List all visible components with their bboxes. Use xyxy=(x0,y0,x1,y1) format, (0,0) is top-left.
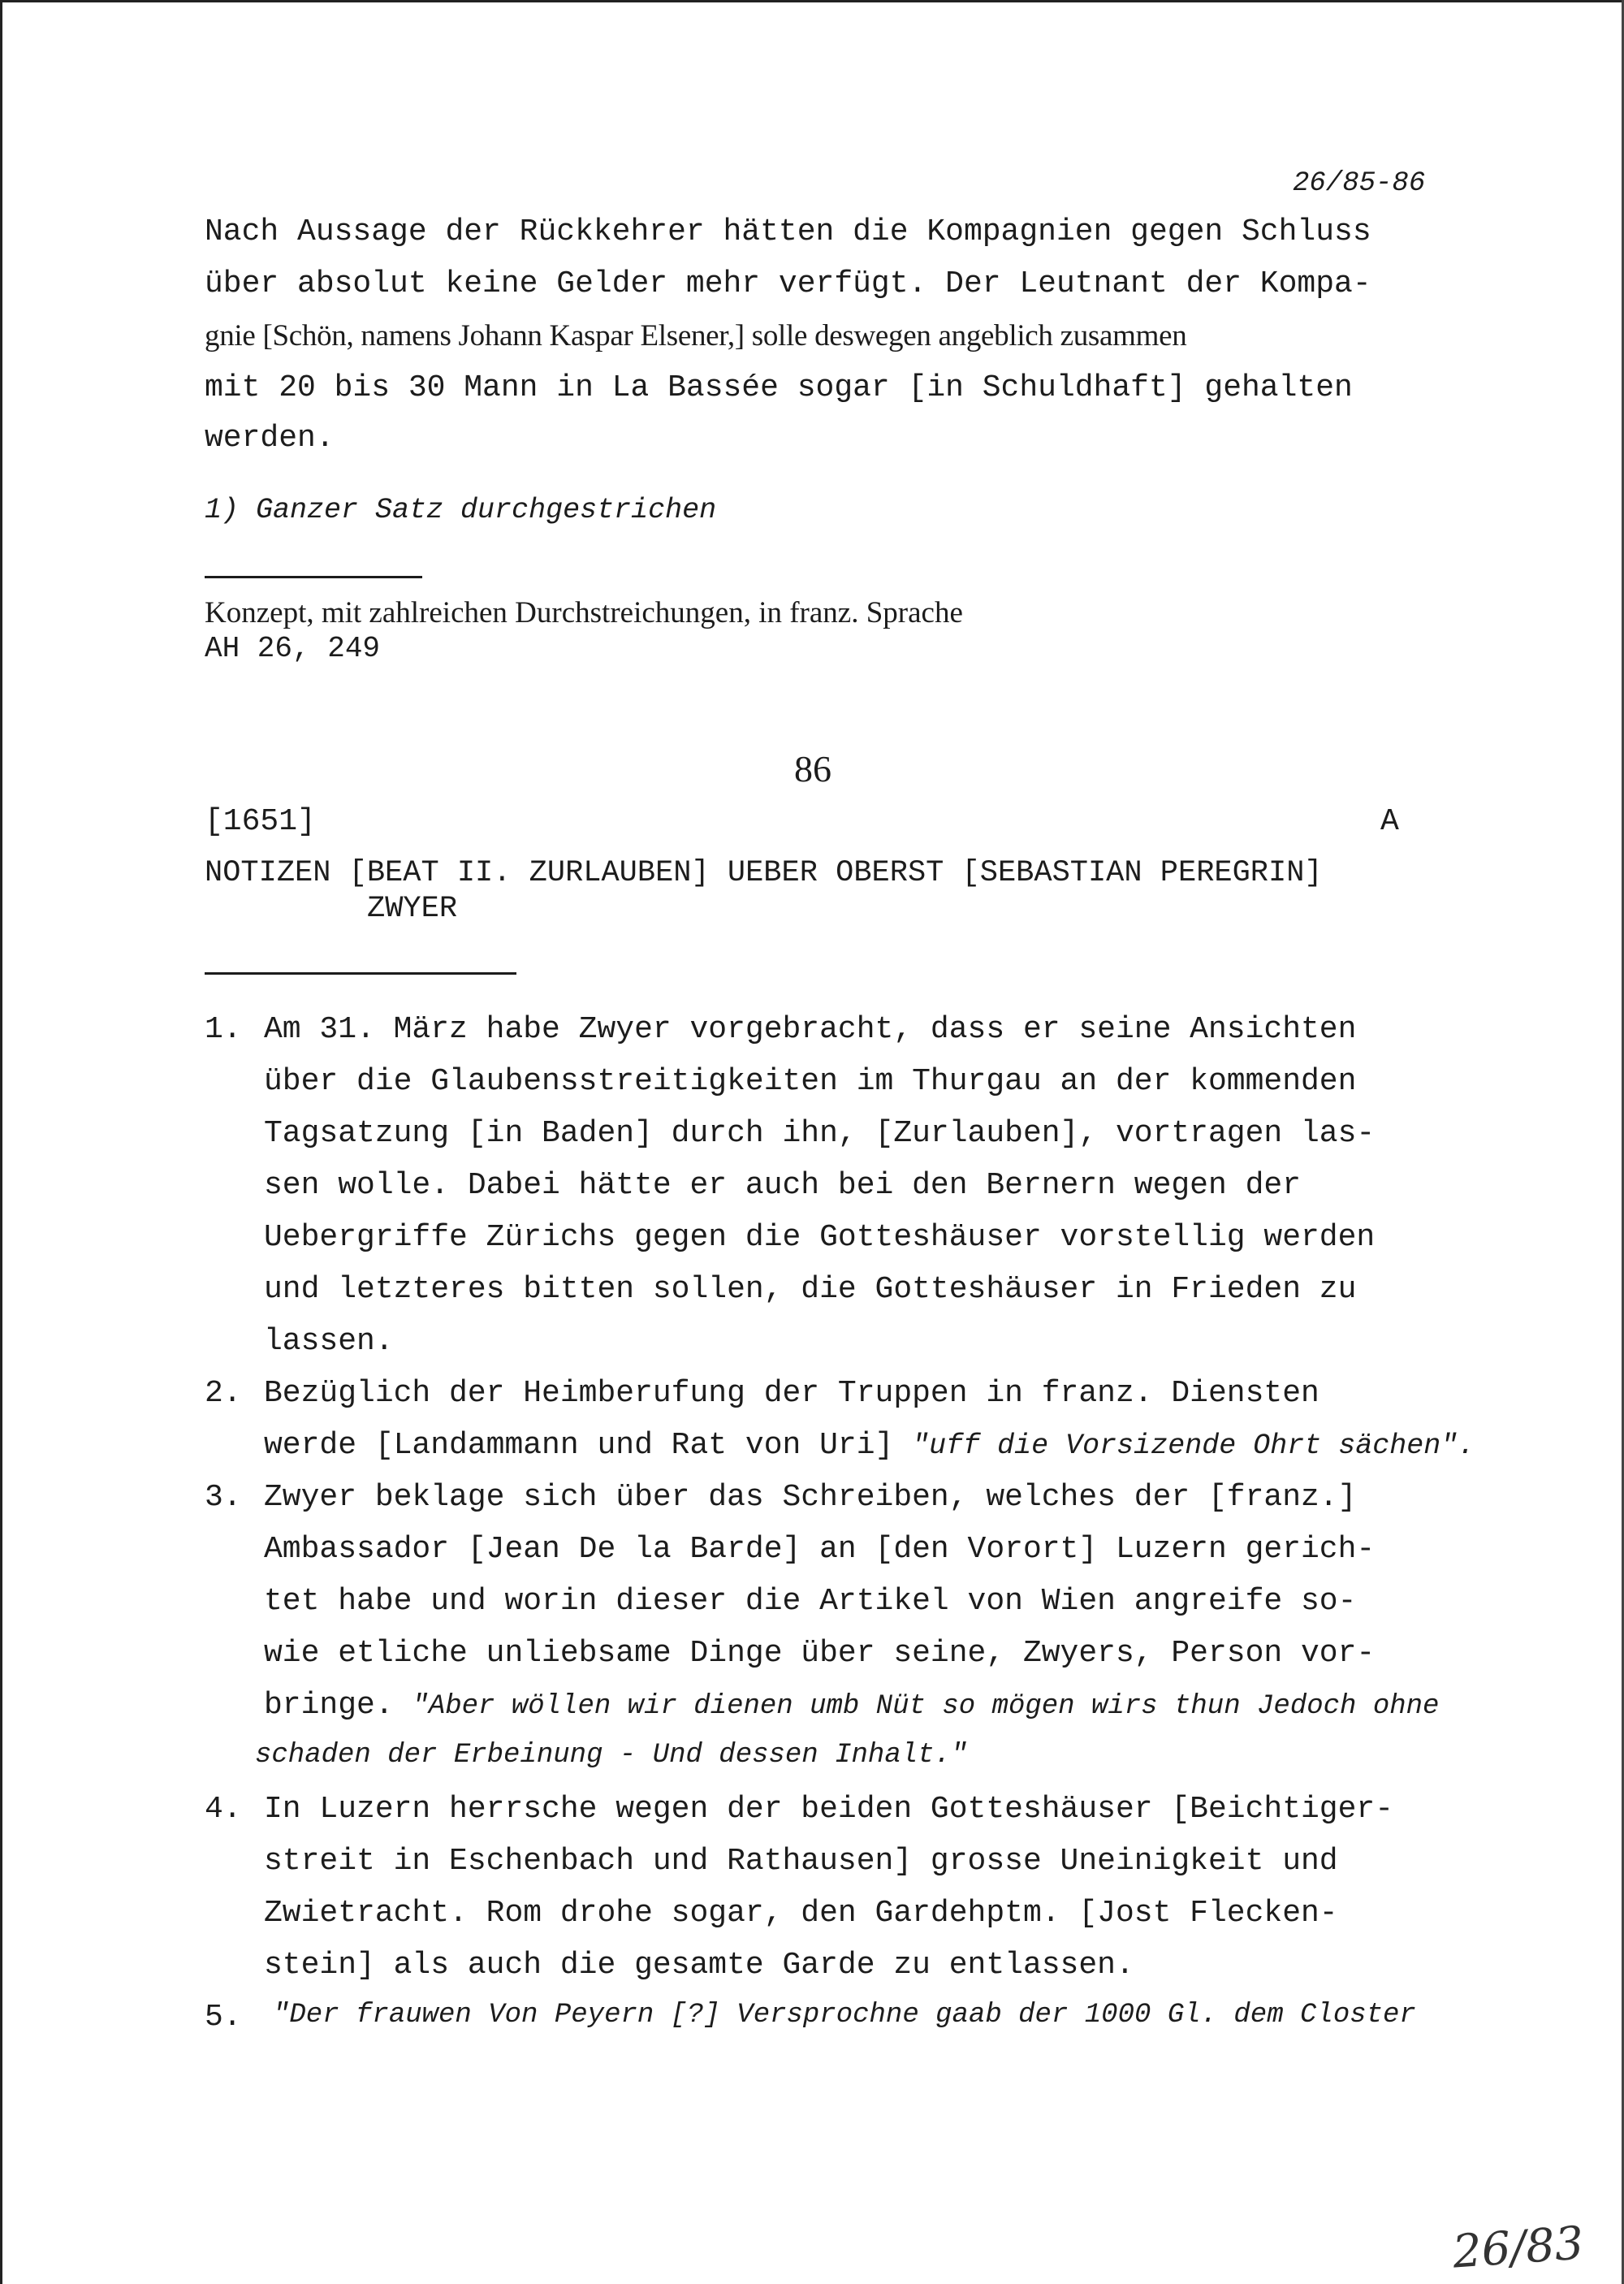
item-quote: schaden der Erbeinung - Und dessen Inhalt." xyxy=(255,1740,968,1771)
item-line: sen wolle. Dabei hätte er auch bei den Bernern wegen der xyxy=(264,1168,1302,1203)
title-rule xyxy=(205,972,516,975)
item-quote: "uff die Vorsizende Ohrt sächen". xyxy=(912,1430,1475,1462)
item-line: Zwietracht. Rom drohe sogar, den Gardehptm. [Jost Flecken- xyxy=(264,1896,1338,1931)
item-number: 1. xyxy=(205,1012,242,1047)
page-reference: 26/85-86 xyxy=(1293,168,1426,199)
item-line: Ambassador [Jean De la Barde] an [den Vorort] Luzern gerich- xyxy=(264,1532,1376,1567)
item-line: Bezüglich der Heimberufung der Truppen in franz. Diensten xyxy=(264,1376,1320,1411)
item-line: über die Glaubensstreitigkeiten im Thurgau an der kommenden xyxy=(264,1064,1357,1099)
item-line: Zwyer beklage sich über das Schreiben, welches der [franz.] xyxy=(264,1480,1357,1515)
item-quote: "Aber wöllen wir dienen umb Nüt so mögen wirs thun Jedoch ohne xyxy=(412,1691,1440,1722)
document-title-continued: ZWYER xyxy=(367,892,458,926)
item-line xyxy=(264,1688,1439,1723)
document-date: [1651] xyxy=(205,804,316,839)
item-line: streit in Eschenbach und Rathausen] grosse Uneinigkeit und xyxy=(264,1844,1338,1879)
item-line: stein] als auch die gesamte Garde zu entlassen. xyxy=(264,1948,1134,1983)
item-quote: "Der frauwen Von Peyern [?] Versprochne gaab der 1000 Gl. dem Closter xyxy=(273,2000,1416,2031)
item-number: 3. xyxy=(205,1480,242,1515)
item-line: Am 31. März habe Zwyer vorgebracht, dass er seine Ansichten xyxy=(264,1012,1357,1047)
scan-edge-top xyxy=(0,0,1624,2)
source-note: Konzept, mit zahlreichen Durchstreichungen, in franz. Sprache xyxy=(205,596,963,629)
footnote-rule xyxy=(205,576,422,578)
item-line: wie etliche unliebsame Dinge über seine, Zwyers, Person vor- xyxy=(264,1636,1376,1671)
document-title: NOTIZEN [BEAT II. ZURLAUBEN] UEBER OBERST [SEBASTIAN PEREGRIN] xyxy=(205,856,1323,890)
item-line: lassen. xyxy=(264,1324,394,1359)
scan-edge-left xyxy=(0,0,2,2284)
document-letter: A xyxy=(1380,804,1399,839)
item-number: 4. xyxy=(205,1792,242,1827)
intro-line: Nach Aussage der Rückkehrer hätten die Kompagnien gegen Schluss xyxy=(205,214,1371,249)
document-number: 86 xyxy=(794,748,831,789)
item-text: bringe. xyxy=(264,1688,412,1723)
footnote: 1) Ganzer Satz durchgestrichen xyxy=(205,494,717,526)
intro-line: werden. xyxy=(205,421,335,456)
item-line: und letzteres bitten sollen, die Gotteshäuser in Frieden zu xyxy=(264,1272,1357,1307)
item-number: 5. xyxy=(205,2000,242,2035)
item-line: Tagsatzung [in Baden] durch ihn, [Zurlauben], vortragen las- xyxy=(264,1116,1376,1151)
item-line: tet habe und worin dieser die Artikel von Wien angreife so- xyxy=(264,1584,1357,1619)
intro-line: über absolut keine Gelder mehr verfügt. Der Leutnant der Kompa- xyxy=(205,266,1371,301)
source-reference: AH 26, 249 xyxy=(205,632,381,665)
item-line: Uebergriffe Zürichs gegen die Gotteshäuser vorstellig werden xyxy=(264,1220,1376,1255)
item-line: In Luzern herrsche wegen der beiden Gotteshäuser [Beichtiger- xyxy=(264,1792,1394,1827)
handwritten-page-reference: 26/83 xyxy=(1450,2217,1586,2279)
intro-line: gnie [Schön, namens Johann Kaspar Elsener,] solle deswegen angeblich zusammen xyxy=(205,319,1187,353)
item-number: 2. xyxy=(205,1376,242,1411)
intro-line: mit 20 bis 30 Mann in La Bassée sogar [in Schuldhaft] gehalten xyxy=(205,370,1353,405)
item-line xyxy=(264,1428,1475,1463)
item-text: werde [Landammann und Rat von Uri] xyxy=(264,1428,913,1463)
